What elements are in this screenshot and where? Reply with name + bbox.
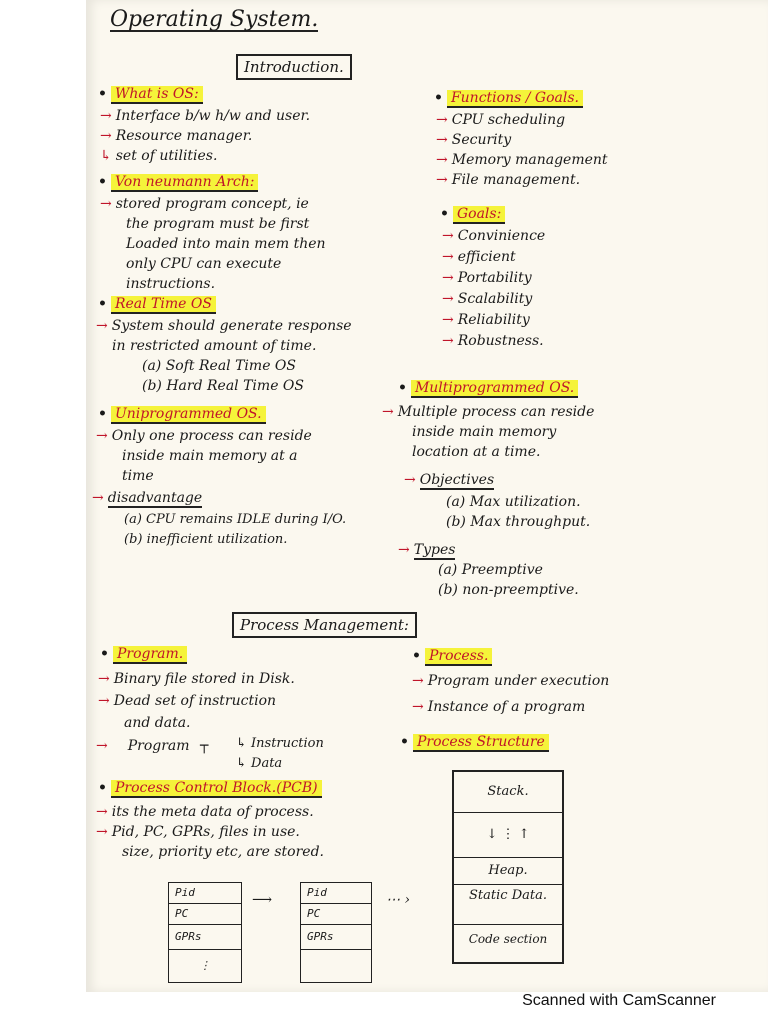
pcb-cell-empty (301, 950, 372, 983)
what-is-os-heading: • What is OS: (98, 84, 203, 104)
scanner-watermark: Scanned with CamScanner (522, 992, 716, 1009)
multiprogrammed-heading: • Multiprogrammed OS. (398, 378, 578, 398)
pcb-link-arrow: ⟶ (252, 892, 273, 908)
list-item: CPU scheduling (451, 112, 566, 128)
real-time-heading: • Real Time OS (98, 294, 216, 314)
list-item: Resource manager. (115, 128, 253, 144)
program-split-parts: ↳ Instruction ↳ Data (236, 736, 324, 771)
functions-list: → CPU scheduling → Security → Memory management → File management. (436, 112, 608, 188)
pcb-table-1 (168, 882, 242, 983)
pcb-cell: PC (169, 904, 242, 925)
pcb-table-2 (300, 882, 372, 983)
process-heading: • Process. (412, 646, 492, 666)
pcb-heading: • Process Control Block.(PCB) (98, 778, 322, 798)
process-structure-diagram (452, 770, 564, 964)
multiprogrammed-text: → Multiple process can reside inside main memory location at a time. (382, 404, 595, 460)
program-heading: • Program. (100, 644, 187, 664)
list-item: Robustness. (457, 333, 544, 349)
process-structure-heading: • Process Structure (400, 732, 549, 752)
von-neumann-heading: • Von neumann Arch: (98, 172, 258, 192)
page-title: Operating System. (110, 7, 319, 32)
list-item: Scalability (457, 291, 533, 307)
pcb-text: → its the meta data of process. → Pid, PC, GPRs, files in use. size, priority etc, are stored. (96, 804, 324, 860)
notebook-page (86, 0, 768, 992)
disadvantage-list: (a) CPU remains IDLE during I/O. (b) inefficient utilization. (124, 512, 347, 547)
types-list: (a) Preemptive (b) non-preemptive. (438, 562, 579, 598)
list-item: Memory management (451, 152, 608, 168)
process-text: → Program under execution → Instance of a program (412, 673, 610, 715)
functions-heading: • Functions / Goals. (434, 88, 583, 108)
list-item: Portability (457, 270, 532, 286)
list-item: File management. (451, 172, 581, 188)
list-item: Reliability (457, 312, 530, 328)
pcb-cell: GPRs (301, 925, 372, 950)
von-neumann-text: → stored program concept, ie the program must be first Loaded into main mem then only CPU can execute instructions. (100, 196, 326, 292)
heap-segment: Heap. (454, 858, 562, 885)
real-time-text: → System should generate response in restricted amount of time. (a) Soft Real Time OS (b) Hard Real Time OS (96, 318, 352, 394)
section-heading-process-management: Process Management: (232, 612, 417, 638)
list-item: efficient (457, 249, 516, 265)
what-is-os-list: → Interface b/w h/w and user. → Resource manager. ↳ set of utilities. (100, 108, 311, 164)
program-text: → Binary file stored in Disk. → Dead set of instruction and data. (98, 671, 295, 731)
static-data-segment: Static Data. (454, 885, 562, 925)
pcb-cell: Pid (169, 883, 242, 904)
disadvantage-label: → disadvantage (92, 490, 203, 506)
types-label: → Types (398, 542, 456, 558)
code-section-segment: Code section (468, 932, 548, 946)
goals-heading: • Goals: (440, 204, 505, 224)
pcb-cell-more: ⋮ (169, 950, 242, 983)
goals-list: → Convinience → efficient → Portability → Scalability → Reliability → Robustness. (442, 228, 546, 349)
list-item: Security (451, 132, 512, 148)
uniprogrammed-text: → Only one process can reside inside main memory at a time (96, 428, 312, 484)
section-heading-introduction: Introduction. (236, 54, 352, 80)
pcb-link-dots: ⋯ › (386, 892, 411, 908)
stack-segment: Stack. (454, 772, 562, 813)
program-split: → Program ┬ (96, 738, 209, 754)
objectives-list: (a) Max utilization. (b) Max throughput. (446, 494, 591, 530)
list-item: set of utilities. (115, 148, 218, 164)
stack-heap-gap: ↓ ⋮ ↑ (454, 813, 562, 858)
pcb-cell: Pid (301, 883, 372, 904)
pcb-cell: GPRs (169, 925, 242, 950)
objectives-label: → Objectives (404, 472, 495, 488)
pcb-cell: PC (301, 904, 372, 925)
list-item: Interface b/w h/w and user. (115, 108, 311, 124)
list-item: Convinience (457, 228, 546, 244)
uniprogrammed-heading: • Uniprogrammed OS. (98, 404, 266, 424)
